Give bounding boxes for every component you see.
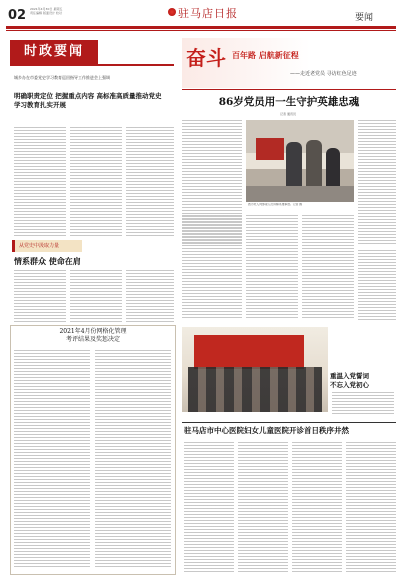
bottom-headline: 驻马店市中心医院妇女儿童医院开诊首日秩序井然 <box>184 426 349 435</box>
bottom-body-col3 <box>292 442 342 574</box>
photo-plaque <box>256 138 284 160</box>
column-banner: 时政要闻 <box>10 40 98 64</box>
column-banner-rule <box>10 64 174 66</box>
photo-person-1 <box>286 142 302 186</box>
page-number: 02 <box>8 8 27 23</box>
badge-label: 从党史中汲取力量 <box>19 243 60 249</box>
photo-person-3 <box>326 148 340 186</box>
party-history-badge <box>12 240 82 252</box>
logo-emblem-icon <box>168 8 176 16</box>
bottom-body-col4 <box>346 442 396 574</box>
feature-headline: 86岁党员用一生守护英雄忠魂 <box>218 96 360 108</box>
article-body-col2 <box>70 127 122 237</box>
article-body-col1 <box>14 127 66 237</box>
header-rule <box>6 26 396 29</box>
article2-body-col1 <box>14 270 66 322</box>
feature-body-col4 <box>358 120 396 245</box>
feature-photo <box>246 120 354 202</box>
article-body-col3 <box>126 127 174 237</box>
feature-body-col2 <box>246 215 298 320</box>
inset-photo-crowd <box>188 367 322 412</box>
notice-title-line1: 2021年4月份网格化管理 <box>59 328 127 335</box>
feature-logo: 奋斗 <box>186 46 226 70</box>
notice-body-col2 <box>95 350 171 568</box>
feature-rule <box>182 89 396 90</box>
photo-person-2 <box>306 140 322 186</box>
notice-body-col1 <box>14 350 90 568</box>
issue-date: 2021年4月30日 星期五 <box>30 7 63 11</box>
photo-ground <box>246 186 354 202</box>
article2-body-col2 <box>70 270 122 322</box>
bottom-rule <box>182 422 396 423</box>
bottom-body-col2 <box>238 442 288 574</box>
article-headline: 明确职责定位 把握重点内容 高标准高质量推动党史学习教育扎实开展 <box>14 92 162 109</box>
bottom-body-col1 <box>184 442 234 574</box>
inset-photo <box>182 327 328 412</box>
issue-editors: 责任编辑 版面设计 校对 <box>30 11 62 15</box>
feature-tagline: ——走近老党员 寻访红色足迹 <box>290 71 357 77</box>
inset-caption-line1: 重温入党誓词 <box>330 372 369 380</box>
feature-photo-caption: 图为老人向参观人员讲解英雄事迹。记者 摄 <box>248 203 303 206</box>
issue-meta <box>30 7 62 15</box>
feature-body-col1b <box>182 215 242 320</box>
article-kicker: 城乡办在市委党史学习教育巡回指导工作推进会上强调 <box>14 75 110 80</box>
section-name: 要闻 <box>355 13 374 23</box>
feature-body-col3 <box>302 215 354 320</box>
header-rule-thin <box>6 30 396 31</box>
notice-title-line2: 考评结果及奖惩决定 <box>65 336 120 343</box>
inset-caption <box>330 372 396 390</box>
masthead-logo: 驻马店日报 <box>178 7 238 20</box>
feature-byline: 记者 通讯员 <box>280 112 296 116</box>
inset-body <box>332 392 394 414</box>
inset-photo-flag <box>194 335 304 369</box>
inset-caption-line2: 不忘入党初心 <box>330 381 369 389</box>
notice-title <box>12 328 174 344</box>
article2-body-col3 <box>126 270 174 322</box>
feature-slogan: 百年路 启航新征程 <box>232 51 299 60</box>
feature-body-col4b <box>358 250 396 320</box>
article2-headline: 情系群众 使命在肩 <box>14 256 81 266</box>
